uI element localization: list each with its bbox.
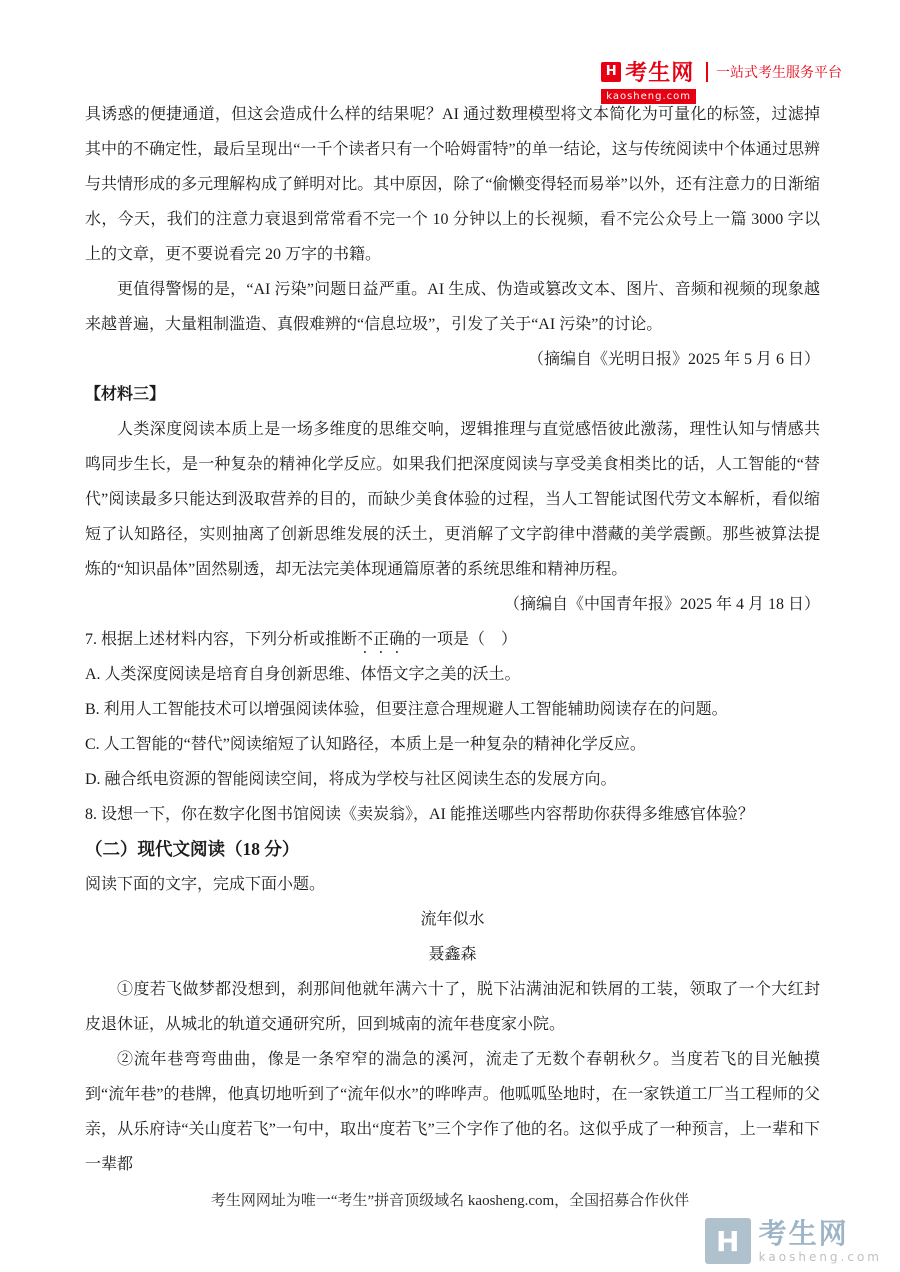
- question-7-option-d: D. 融合纸电资源的智能阅读空间，将成为学校与社区阅读生态的发展方向。: [85, 771, 617, 788]
- paragraph-continuation: 具诱惑的便捷通道，但这会造成什么样的结果呢？AI 通过数理模型将文本简化为可量化的标签，过滤掉其中的不确定性，最后呈现出“一千个读者只有一个哈姆雷特”的单一结论，这与传统阅读中个体通过思辨与共情形成的多元理解构成了鲜明对比。其中原因，除了“偷懒变得轻而易举”以外，还有注意力的日渐缩水，今天，我们的注意力衰退到常常看不完一个 10 分钟以上的长视频，看不完公众号上一篇 3000 字以上的文章，更不要说看完 20 万字的书籍。: [85, 106, 820, 263]
- watermark-text: [759, 1218, 882, 1264]
- essay-author: 聂鑫森: [428, 946, 477, 963]
- question-7-emphasis: 不正确: [357, 631, 406, 648]
- question-7: [85, 622, 820, 657]
- question-7-option-a: A. 人类深度阅读是培育自身创新思维、体悟文字之美的沃土。: [85, 666, 521, 683]
- question-7-option-c: C. 人工智能的“替代”阅读缩短了认知路径，本质上是一种复杂的精神化学反应。: [85, 736, 646, 753]
- citation-china-youth-daily: （摘编自《中国青年报》2025 年 4 月 18 日）: [503, 596, 820, 613]
- essay-title: 流年似水: [420, 911, 485, 928]
- kaosheng-logo-icon: H: [601, 62, 621, 82]
- material-3-label: 【材料三】: [85, 386, 166, 403]
- watermark-name: 考生网: [758, 1217, 849, 1250]
- essay-paragraph-2: ②流年巷弯弯曲曲，像是一条窄窄的湍急的溪河，流走了无数个春朝秋夕。当度若飞的目光触摸到“流年巷”的巷牌，他真切地听到了“流年似水”的哗哗声。他呱呱坠地时，在一家铁道工厂当工程师的父亲，从乐府诗“关山度若飞”一句中，取出“度若飞”三个字作了他的名。这似乎成了一种预言，上一辈和下一辈都: [85, 1051, 820, 1173]
- document-body: [85, 97, 820, 1182]
- section-2-intro: 阅读下面的文字，完成下面小题。: [85, 876, 326, 893]
- brand-top: [601, 56, 694, 87]
- essay-paragraph-1: ①度若飞做梦都没想到，刹那间他就年满六十了，脱下沾满油泥和铁屑的工装，领取了一个大红封皮退休证，从城北的轨道交通研究所，回到城南的流年巷度家小院。: [85, 981, 820, 1033]
- watermark-domain: kaosheng.com: [758, 1250, 882, 1264]
- question-7-suffix: 的一项是（ ）: [405, 631, 518, 648]
- brand-name: 考生网: [625, 61, 695, 86]
- question-7-option-b: B. 利用人工智能技术可以增强阅读体验，但要注意合理规避人工智能辅助阅读存在的问题。: [85, 701, 728, 718]
- paragraph-deep-reading: 人类深度阅读本质上是一场多维度的思维交响，逻辑推理与直觉感悟彼此激荡，理性认知与情感共鸣同步生长，是一种复杂的精神化学反应。如果我们把深度阅读与享受美食相类比的话，人工智能的“替代”阅读最多只能达到汲取营养的目的，而缺少美食体验的过程，当人工智能试图代劳文本解析，看似缩短了认知路径，实则抽离了创新思维发展的沃土，更消解了文字韵律中潜藏的美学震颤。那些被算法提炼的“知识晶体”固然剔透，却无法完美体现通篇原著的系统思维和精神历程。: [85, 421, 820, 578]
- section-2-heading: （二）现代文阅读（18 分）: [85, 839, 300, 859]
- citation-guangming-daily: （摘编自《光明日报》2025 年 5 月 6 日）: [527, 351, 820, 368]
- kaosheng-watermark: [705, 1218, 882, 1264]
- question-8: 8. 设想一下，你在数字化图书馆阅读《卖炭翁》，AI 能推送哪些内容帮助你获得多维感官体验？: [85, 806, 754, 823]
- brand-tagline: 一站式考生服务平台: [706, 62, 842, 82]
- question-7-prefix: 7. 根据上述材料内容，下列分析或推断: [85, 631, 358, 648]
- footer-note: 考生网网址为唯一“考生”拼音顶级域名 kaosheng.com，全国招募合作伙伴: [210, 1193, 690, 1209]
- brand-domain: kaosheng.com: [601, 89, 696, 104]
- paragraph-ai-pollution: 更值得警惕的是，“AI 污染”问题日益严重。AI 生成、伪造或篡改文本、图片、音频和视频的现象越来越普遍，大量粗制滥造、真假难辨的“信息垃圾”，引发了关于“AI 污染”的讨论。: [85, 281, 820, 333]
- kaosheng-watermark-icon: H: [705, 1218, 751, 1264]
